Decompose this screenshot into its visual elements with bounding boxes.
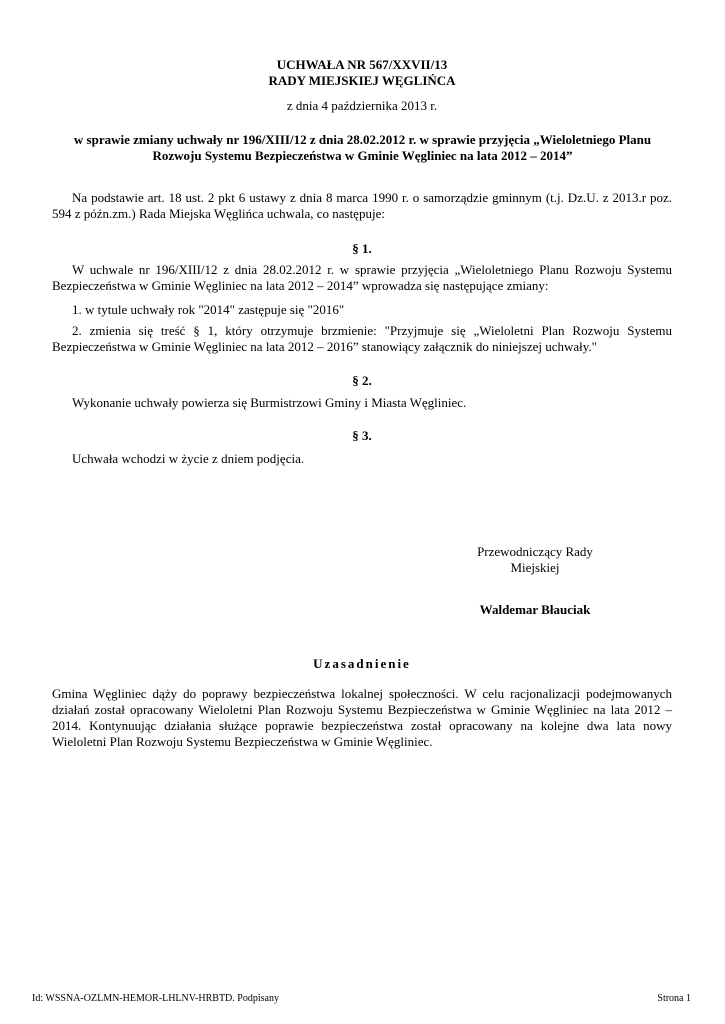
- section-1-intro: W uchwale nr 196/XIII/12 z dnia 28.02.2012 r. w sprawie przyjęcia „Wieloletniego Planu Rozwoju Systemu Bezpieczeństwa w Gminie Węgliniec na lata 2012 – 2014” wprowadza się następujące zmiany:: [52, 262, 672, 293]
- subject-line-2: Rozwoju Systemu Bezpieczeństwa w Gminie Węgliniec na lata 2012 – 2014”: [152, 148, 573, 163]
- section-2-text: Wykonanie uchwały powierza się Burmistrzowi Gminy i Miasta Węgliniec.: [72, 395, 467, 410]
- signature-role-line-1: Przewodniczący Rady: [477, 544, 593, 559]
- section-1-item-1: 1. w tytule uchwały rok "2014" zastępuje się "2016": [72, 302, 345, 317]
- preamble: Na podstawie art. 18 ust. 2 pkt 6 ustawy z dnia 8 marca 1990 r. o samorządzie gminnym (t.j. Dz.U. z 2013.r poz. 594 z późn.zm.) Rada Miejska Węglińca uchwala, co następuje:: [52, 190, 672, 221]
- section-1-heading: § 1.: [352, 241, 372, 256]
- subject-line-1: w sprawie zmiany uchwały nr 196/XIII/12 z dnia 28.02.2012 r. w sprawie przyjęcia „Wieloletniego Planu: [73, 132, 652, 147]
- signature-role: [420, 544, 650, 576]
- justification-text: Gmina Węgliniec dąży do poprawy bezpieczeństwa lokalnej społeczności. W celu racjonalizacji podejmowanych działań został opracowany Wieloletni Plan Rozwoju Systemu Bezpieczeństwa w Gminie Węgliniec na lata 2012 – 2014. Kontynuując działania służące poprawie bezpieczeństwa został opracowany na kolejne dwa lata nowy Wieloletni Plan Rozwoju Systemu Bezpieczeństwa w Gminie Węgliniec.: [52, 686, 672, 749]
- signature-name: Waldemar Błauciak: [479, 602, 591, 617]
- document-date: z dnia 4 października 2013 r.: [286, 98, 438, 113]
- section-1-item-2: 2. zmienia się treść § 1, który otrzymuje brzmienie: "Przyjmuje się „Wieloletni Plan Rozwoju Systemu Bezpieczeństwa w Gminie Węgliniec na lata 2012 – 2016” stanowiący załącznik do niniejszej uchwały.": [52, 323, 672, 354]
- justification-heading: Uzasadnienie: [313, 656, 411, 671]
- document-subject: [40, 132, 685, 164]
- section-3-text: Uchwała wchodzi w życie z dniem podjęcia.: [72, 451, 305, 466]
- footer-page-number: Strona 1: [657, 993, 691, 1004]
- title-line-2: RADY MIEJSKIEJ WĘGLIŃCA: [268, 73, 456, 88]
- section-2-heading: § 2.: [352, 373, 372, 388]
- section-3-heading: § 3.: [352, 428, 372, 443]
- title-line-1: UCHWAŁA NR 567/XXVII/13: [276, 57, 448, 72]
- footer-document-id: Id: WSSNA-OZLMN-HEMOR-LHLNV-HRBTD. Podpisany: [32, 993, 279, 1004]
- document-title: [52, 57, 672, 89]
- signature-role-line-2: Miejskiej: [510, 560, 560, 575]
